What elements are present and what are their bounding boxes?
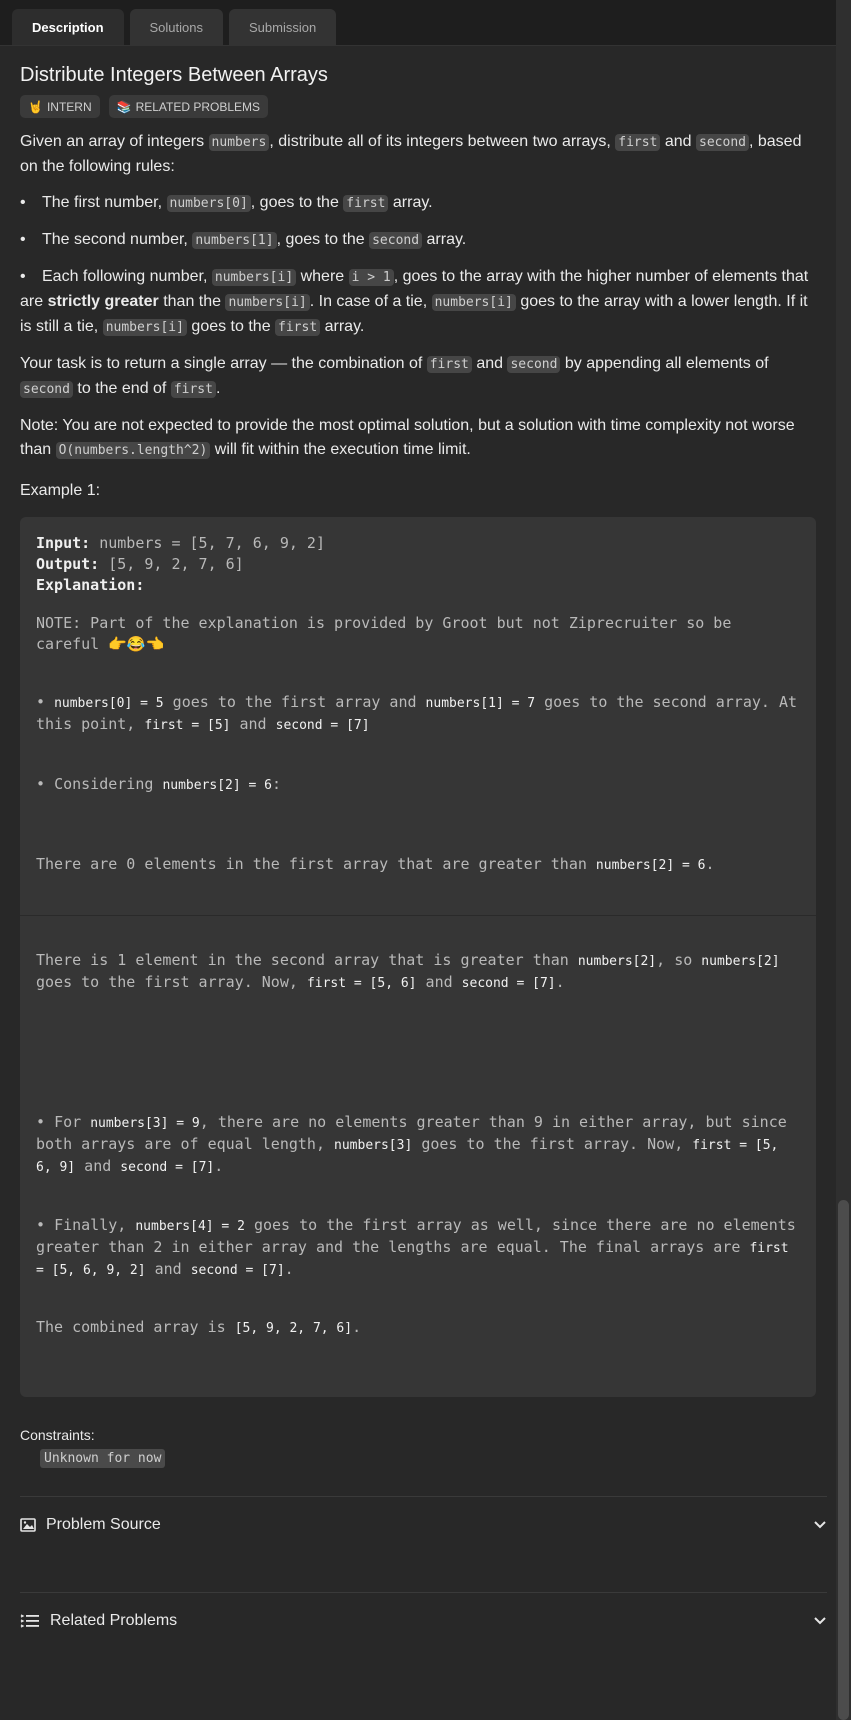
explanation-line: There is 1 element in the second array that is greater than numbers[2], so numbers[2] goes to the first array. Now, first = [5, 6] and second = [7]. <box>36 951 780 991</box>
explanation-bullet: • Considering numbers[2] = 6: <box>36 775 282 793</box>
explanation-line: The combined array is [5, 9, 2, 7, 6]. <box>36 1318 362 1336</box>
books-icon: 📚 <box>116 99 132 114</box>
related-problems-accordion[interactable] <box>20 1592 827 1649</box>
problem-title: Distribute Integers Between Arrays <box>20 64 328 86</box>
inline-code: second <box>696 134 749 151</box>
scrollbar-track[interactable] <box>836 0 851 1720</box>
note-paragraph: Note: You are not expected to provide the most optimal solution, but a solution with time complexity not worse than O(numbers.length^2) will fit within the execution time limit. <box>20 417 795 458</box>
task-paragraph: Your task is to return a single array — the combination of first and second by appending all elements of second to the end of first . <box>20 355 769 397</box>
example-code-block <box>20 517 816 1397</box>
example-title: Example 1: <box>20 482 101 499</box>
list-icon <box>20 1613 40 1629</box>
tab-solutions[interactable]: Solutions <box>130 9 223 45</box>
constraints-label: Constraints: <box>20 1427 95 1443</box>
badges <box>20 95 816 118</box>
rules-list <box>20 191 816 340</box>
chevron-down-icon[interactable] <box>813 1520 827 1530</box>
image-icon <box>20 1518 36 1532</box>
rule-item: • The first number, numbers[0] , goes to the first array. <box>20 191 816 216</box>
constraints-value: Unknown for now <box>40 1449 165 1468</box>
rule-item: • The second number, numbers[1] , goes to the second array. <box>20 228 816 253</box>
explanation-line: There are 0 elements in the first array that are greater than numbers[2] = 6. <box>36 855 715 873</box>
badge-intern[interactable] <box>20 95 100 118</box>
explanation-bullet: • For numbers[3] = 9, there are no elements greater than 9 in either array, but since both arrays are of equal length, numbers[3] goes to the first array. Now, first = [5, 6, 9] and second = [7]. <box>36 1113 787 1175</box>
accordion-label: Related Problems <box>50 1612 178 1629</box>
explanation-bullet: • numbers[0] = 5 goes to the first array and numbers[1] = 7 goes to the second array. At this point, first = [5] and second = [7] <box>36 693 798 733</box>
accordion-label: Problem Source <box>46 1516 161 1533</box>
rule-item: • Each following number, numbers[i] where i > 1 , goes to the array with the higher number of elements that are strictly greater than the numbers[i] . In case of a tie, numbers[i] goes to the array with a lower length. If it is still a tie, numbers[i] goes to the first array. <box>20 265 816 340</box>
explanation-bullet: • Finally, numbers[4] = 2 goes to the first array as well, since there are no elements greater than 2 in either array and the lengths are equal. The final arrays are first = [5, 6, 9, 2] and second = [7]. <box>36 1216 796 1278</box>
badge-label: RELATED PROBLEMS <box>135 99 261 114</box>
example-note: NOTE: Part of the explanation is provided by Groot but not Ziprecruiter so be careful 👉😂👈 <box>36 614 732 653</box>
inline-code: numbers <box>209 134 270 151</box>
description-content <box>0 64 836 1468</box>
inline-code: first <box>615 134 660 151</box>
example-io: Input: numbers = [5, 7, 6, 9, 2] Output: [5, 9, 2, 7, 6] Explanation: <box>36 534 325 594</box>
badge-related-problems[interactable] <box>109 95 268 118</box>
problem-source-accordion[interactable] <box>20 1496 827 1553</box>
tab-submission[interactable]: Submission <box>229 9 336 45</box>
scrollbar-thumb[interactable] <box>838 1200 849 1720</box>
intro-paragraph: Given an array of integers numbers , distribute all of its integers between two arrays, first and second , based on the following rules: <box>20 133 802 175</box>
divider <box>20 915 816 916</box>
badge-label: INTERN <box>46 99 92 114</box>
tab-bar <box>0 0 836 46</box>
rock-hand-icon: 🤘 <box>28 99 43 114</box>
chevron-down-icon[interactable] <box>813 1616 827 1626</box>
tab-description[interactable]: Description <box>12 9 124 45</box>
